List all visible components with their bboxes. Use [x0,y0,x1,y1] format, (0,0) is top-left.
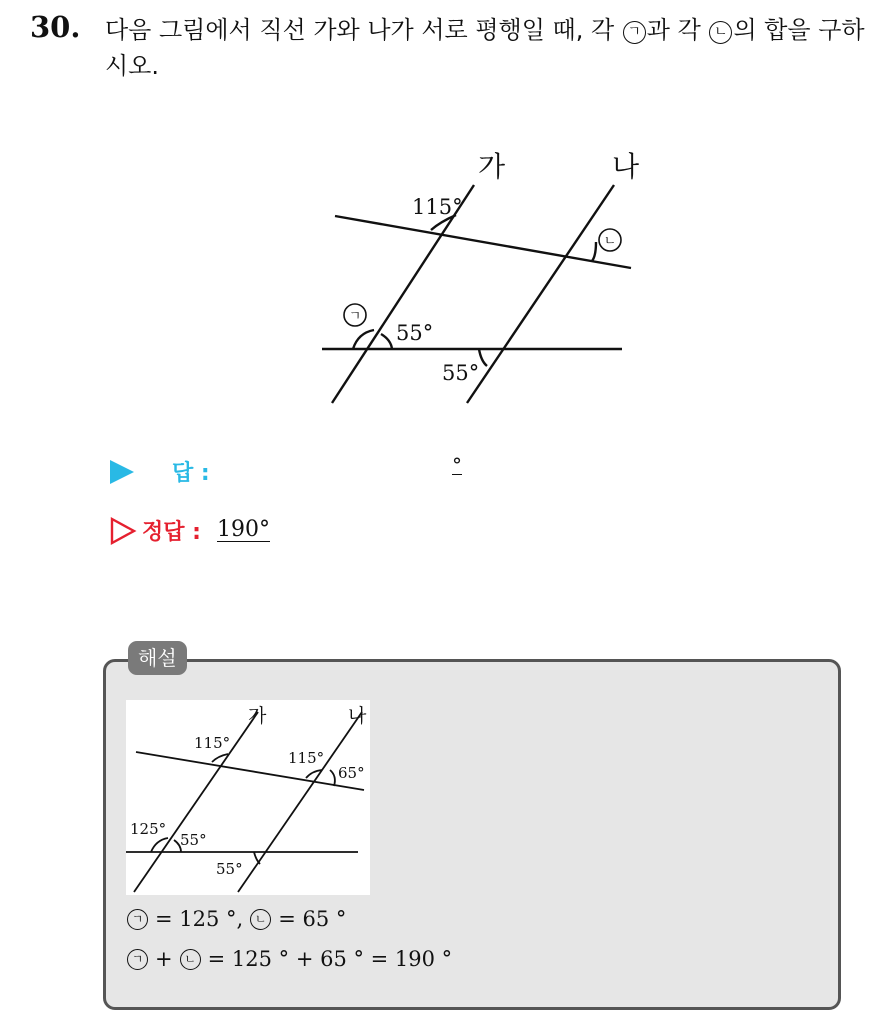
eq2-plus: + [155,947,173,971]
eq2-symbol-a: ㄱ [127,949,148,970]
eq1-symbol-a: ㄱ [127,909,148,930]
label-115: 115° [412,195,463,219]
eq2-rest: = 125 ° + 65 ° = 190 ° [207,947,453,971]
expl-label-55-b: 55° [216,860,243,878]
label-na: 나 [612,150,640,183]
correct-answer-label: 정답 : [142,520,201,545]
mark-b-text: ㄴ [603,234,617,249]
explanation-line-2 [126,947,452,971]
question-number: 30. [30,10,81,44]
parallel-lines-figure [0,0,884,420]
eq1-part-a: = 125 °, [155,907,244,931]
label-55-bottom: 55° [442,361,480,385]
outline-triangle-icon [110,517,136,545]
question-text-part-3: 의 합을 구하시오. [105,16,865,80]
expl-label-115-b: 115° [288,749,325,767]
arc-55-bottom [479,349,487,366]
arc-55-top [381,334,392,349]
expl-label-na: 나 [348,705,367,727]
expl-label-55-a: 55° [180,831,207,849]
label-55-top: 55° [396,321,434,345]
expl-label-65: 65° [338,764,365,782]
explanation-figure [126,700,370,895]
question-text-part-1: 다음 그림에서 직선 가와 나가 서로 평행일 때, 각 [105,16,622,44]
question-text-part-2: 과 각 [646,16,709,44]
expl-label-125: 125° [130,820,167,838]
answer-blank[interactable]: ° [452,453,462,477]
eq1-symbol-b: ㄴ [250,909,271,930]
answer-row [110,456,210,487]
angle-a-symbol: ㄱ [623,21,646,44]
mark-a-text: ㄱ [348,309,362,324]
label-ga: 가 [478,150,506,183]
arc-a [353,330,374,349]
expl-label-115-a: 115° [194,734,231,752]
eq2-symbol-b: ㄴ [180,949,201,970]
correct-answer-row [110,515,270,546]
correct-answer-value: 190° [216,517,270,542]
play-triangle-icon [110,460,134,484]
explanation-line-1 [126,907,346,931]
angle-b-symbol: ㄴ [709,21,732,44]
answer-label: 답 : [172,461,210,486]
explanation-tab: 해설 [128,641,187,675]
eq1-part-b: = 65 ° [278,907,347,931]
expl-label-ga: 가 [248,705,267,727]
line-na [467,185,614,403]
expl-arc-55-b [254,852,260,864]
arc-b [592,242,596,261]
expl-line-na [238,712,362,892]
